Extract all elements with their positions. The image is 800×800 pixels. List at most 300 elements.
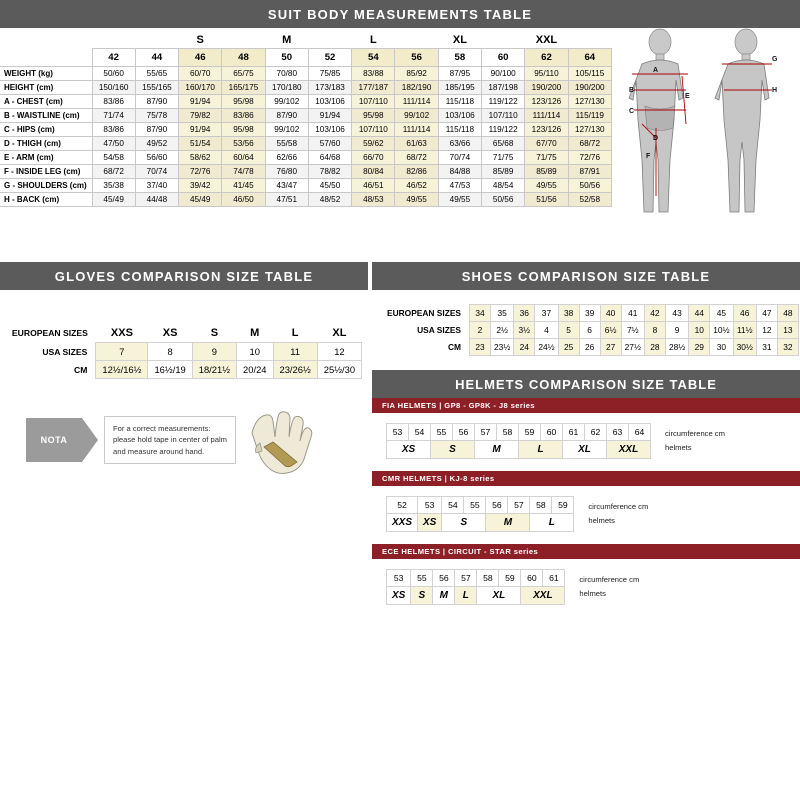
gloves-cell: XL (332, 327, 347, 339)
helmet-circumference-cell: 57 (455, 570, 477, 587)
suit-cell: 71/74 (92, 109, 135, 123)
helmet-circumference-cell: 55 (431, 424, 453, 441)
shoes-row-label: EUROPEAN SIZES (387, 308, 461, 318)
suit-cell: 115/118 (438, 123, 481, 137)
suit-cell: 87/90 (265, 109, 308, 123)
suit-size-number: 52 (308, 49, 351, 67)
suit-cell: 127/130 (568, 123, 611, 137)
suit-cell: 84/88 (438, 165, 481, 179)
suit-row-label: G - SHOULDERS (cm) (0, 179, 92, 193)
suit-size-label: S (196, 34, 204, 46)
suit-cell: 99/102 (265, 123, 308, 137)
helmet-table (386, 496, 574, 532)
helmet-circumference-cell: 53 (387, 570, 411, 587)
shoes-cell: 30 (710, 339, 733, 356)
shoes-cell: 27½ (621, 339, 644, 356)
suit-cell: 50/60 (92, 67, 135, 81)
suit-cell: 35/38 (92, 179, 135, 193)
suit-cell: 95/98 (352, 109, 395, 123)
helmet-size-row (387, 587, 565, 605)
suit-cell: 45/49 (179, 193, 222, 207)
helmet-circumference-cell: 59 (499, 570, 521, 587)
suit-cell: 95/110 (525, 67, 568, 81)
suit-cell: 46/52 (395, 179, 438, 193)
suit-cell: 111/114 (395, 95, 438, 109)
suit-cell: 80/84 (352, 165, 395, 179)
gloves-cell: 11 (273, 343, 317, 361)
helmet-subtitle: CMR HELMETS | KJ-8 series (372, 471, 800, 486)
helmet-circumference-row (387, 497, 574, 514)
shoes-table (384, 304, 799, 356)
helmet-subtitle: ECE HELMETS | CIRCUIT - STAR series (372, 544, 800, 559)
shoes-cell: 46 (733, 305, 756, 322)
shoes-cell: 31 (756, 339, 777, 356)
table-row (0, 95, 612, 109)
suit-cell: 55/58 (265, 137, 308, 151)
suit-cell: 37/40 (135, 179, 178, 193)
suit-cell: 48/54 (482, 179, 525, 193)
svg-text:H: H (772, 87, 778, 94)
helmet-circumference-cell: 56 (486, 497, 508, 514)
suit-section (0, 0, 800, 258)
shoes-cell: 35 (491, 305, 514, 322)
shoes-cell: 27 (600, 339, 621, 356)
helmet-legend (665, 427, 725, 456)
suit-cell: 46/51 (352, 179, 395, 193)
helmet-circumference-cell: 62 (585, 424, 607, 441)
helmet-circumference-cell: 54 (442, 497, 464, 514)
table-row (0, 137, 612, 151)
suit-cell: 49/52 (135, 137, 178, 151)
suit-cell: 83/86 (92, 123, 135, 137)
suit-row-label: D - THIGH (cm) (0, 137, 92, 151)
suit-cell: 45/50 (308, 179, 351, 193)
table-row (0, 81, 612, 95)
gloves-section-title: GLOVES COMPARISON SIZE TABLE (0, 262, 368, 290)
svg-text:C: C (629, 108, 635, 115)
gloves-cell: 12½/16½ (96, 361, 148, 379)
table-row (6, 324, 362, 343)
gloves-cell: 10 (237, 343, 273, 361)
suit-cell: 71/75 (525, 151, 568, 165)
suit-cell: 150/160 (92, 81, 135, 95)
suit-cell: 65/68 (482, 137, 525, 151)
suit-cell: 85/89 (525, 165, 568, 179)
svg-text:D: D (653, 135, 659, 142)
svg-text:G: G (772, 56, 778, 63)
suit-cell: 51/56 (525, 193, 568, 207)
gloves-cell: 23/26½ (273, 361, 317, 379)
shoes-cell: 24½ (535, 339, 558, 356)
suit-cell: 119/122 (482, 95, 525, 109)
suit-cell: 85/89 (482, 165, 525, 179)
helmet-size-cell: M (486, 514, 530, 532)
suit-cell: 60/70 (179, 67, 222, 81)
suit-cell: 67/70 (525, 137, 568, 151)
helmet-legend-helmets: helmets (579, 589, 606, 598)
suit-size-label (568, 32, 611, 49)
suit-size-number: 44 (135, 49, 178, 67)
suit-size-number: 54 (352, 49, 395, 67)
shoes-section (372, 262, 800, 366)
helmet-size-cell: S (442, 514, 486, 532)
suit-cell: 54/58 (92, 151, 135, 165)
suit-cell: 49/55 (525, 179, 568, 193)
suit-cell: 55/65 (135, 67, 178, 81)
suit-cell: 119/122 (482, 123, 525, 137)
helmets-section-title: HELMETS COMPARISON SIZE TABLE (372, 370, 800, 398)
helmet-circumference-cell: 56 (433, 570, 455, 587)
suit-cell: 123/126 (525, 123, 568, 137)
suit-cell: 182/190 (395, 81, 438, 95)
table-row (6, 361, 362, 379)
suit-size-label (222, 32, 265, 49)
suit-cell: 165/175 (222, 81, 265, 95)
suit-section-title: SUIT BODY MEASUREMENTS TABLE (0, 0, 800, 28)
suit-cell: 68/72 (92, 165, 135, 179)
suit-cell: 68/72 (568, 137, 611, 151)
suit-row-label: H - BACK (cm) (0, 193, 92, 207)
table-row (0, 151, 612, 165)
svg-text:B: B (629, 87, 635, 94)
helmet-legend-circumference: circumference cm (579, 574, 640, 584)
helmet-block (372, 544, 800, 617)
suit-cell: 52/58 (568, 193, 611, 207)
front-figure (629, 29, 690, 212)
suit-number-header-row (0, 49, 612, 67)
suit-size-label: XXL (535, 34, 558, 46)
helmet-size-cell: XS (387, 587, 411, 605)
suit-measurements-table (0, 32, 612, 207)
suit-size-label: M (282, 34, 292, 46)
suit-cell: 62/66 (265, 151, 308, 165)
shoes-cell: 23½ (491, 339, 514, 356)
gloves-cell: 18/21½ (192, 361, 236, 379)
shoes-cell: 38 (558, 305, 579, 322)
gloves-table (6, 324, 362, 379)
suit-cell: 82/86 (395, 165, 438, 179)
table-row (0, 67, 612, 81)
suit-cell: 79/82 (179, 109, 222, 123)
shoes-cell: 28½ (665, 339, 688, 356)
gloves-cell: XS (162, 327, 178, 339)
helmet-size-cell: XS (387, 441, 431, 459)
suit-cell: 103/106 (438, 109, 481, 123)
suit-cell: 90/100 (482, 67, 525, 81)
table-row (0, 179, 612, 193)
suit-cell: 91/94 (179, 123, 222, 137)
suit-row-label: C - HIPS (cm) (0, 123, 92, 137)
shoes-cell: 6½ (600, 322, 621, 339)
suit-size-number: 64 (568, 49, 611, 67)
helmet-circumference-cell: 58 (497, 424, 519, 441)
helmet-size-cell: XXS (387, 514, 418, 532)
table-row (0, 165, 612, 179)
suit-cell: 74/78 (222, 165, 265, 179)
shoes-cell: 3½ (514, 322, 535, 339)
helmet-size-cell: XXL (521, 587, 565, 605)
shoes-cell: 24 (514, 339, 535, 356)
helmet-size-cell: L (530, 514, 574, 532)
helmet-size-cell: XS (418, 514, 442, 532)
helmet-circumference-cell: 59 (552, 497, 574, 514)
gloves-cell: XXS (110, 327, 133, 339)
gloves-cell: M (250, 327, 260, 339)
suit-cell: 83/88 (352, 67, 395, 81)
suit-cell: 53/56 (222, 137, 265, 151)
gloves-cell: L (291, 327, 299, 339)
suit-cell: 107/110 (352, 95, 395, 109)
suit-cell: 190/200 (525, 81, 568, 95)
helmet-size-cell: S (431, 441, 475, 459)
gloves-row-label: USA SIZES (6, 343, 96, 361)
suit-cell: 155/165 (135, 81, 178, 95)
suit-cell: 68/72 (395, 151, 438, 165)
suit-row-label: F - INSIDE LEG (cm) (0, 165, 92, 179)
helmet-size-cell: XXL (607, 441, 651, 459)
shoes-cell: 30½ (733, 339, 756, 356)
shoes-cell: 40 (600, 305, 621, 322)
helmet-circumference-cell: 55 (411, 570, 433, 587)
shoes-cell: 10½ (710, 322, 733, 339)
helmet-circumference-row (387, 424, 651, 441)
suit-cell: 87/90 (135, 123, 178, 137)
suit-cell: 127/130 (568, 95, 611, 109)
suit-cell: 47/51 (265, 193, 308, 207)
suit-cell: 71/75 (482, 151, 525, 165)
suit-cell: 57/60 (308, 137, 351, 151)
suit-cell: 173/183 (308, 81, 351, 95)
suit-cell: 111/114 (525, 109, 568, 123)
helmet-legend (579, 573, 639, 602)
helmet-circumference-cell: 57 (508, 497, 530, 514)
helmet-size-cell: M (475, 441, 519, 459)
suit-table-wrapper (0, 28, 612, 258)
suit-cell: 160/170 (179, 81, 222, 95)
suit-size-label (308, 32, 351, 49)
helmet-size-cell: L (455, 587, 477, 605)
suit-cell: 48/52 (308, 193, 351, 207)
shoes-cell: 48 (777, 305, 798, 322)
shoes-cell: 26 (579, 339, 600, 356)
suit-size-label (92, 32, 135, 49)
suit-cell: 123/126 (525, 95, 568, 109)
suit-cell: 91/94 (308, 109, 351, 123)
helmet-circumference-cell: 58 (477, 570, 499, 587)
hand-measure-icon (242, 403, 320, 477)
gloves-cell: 7 (96, 343, 148, 361)
helmet-circumference-cell: 63 (607, 424, 629, 441)
shoes-cell: 45 (710, 305, 733, 322)
suit-cell: 70/80 (265, 67, 308, 81)
shoes-cell: 37 (535, 305, 558, 322)
suit-cell: 64/68 (308, 151, 351, 165)
shoes-cell: 2½ (491, 322, 514, 339)
suit-cell: 72/76 (568, 151, 611, 165)
suit-cell: 45/49 (92, 193, 135, 207)
helmet-circumference-cell: 61 (543, 570, 565, 587)
table-row (6, 343, 362, 361)
helmet-legend-helmets: helmets (588, 516, 615, 525)
suit-cell: 63/66 (438, 137, 481, 151)
helmet-circumference-cell: 61 (563, 424, 585, 441)
helmet-legend-circumference: circumference cm (665, 428, 725, 438)
suit-cell: 85/92 (395, 67, 438, 81)
suit-cell: 59/62 (352, 137, 395, 151)
suit-cell: 105/115 (568, 67, 611, 81)
suit-cell: 56/60 (135, 151, 178, 165)
suit-cell: 115/119 (568, 109, 611, 123)
suit-cell: 83/86 (92, 95, 135, 109)
shoes-cell: 36 (514, 305, 535, 322)
gloves-cell: 25½/30 (317, 361, 361, 379)
suit-cell: 107/110 (352, 123, 395, 137)
suit-cell: 95/98 (222, 95, 265, 109)
helmet-table (386, 423, 651, 459)
shoes-cell: 23 (470, 339, 491, 356)
shoes-cell: 34 (470, 305, 491, 322)
helmet-size-cell: XL (563, 441, 607, 459)
suit-size-label-row (0, 32, 612, 49)
helmet-legend (588, 500, 648, 529)
suit-cell: 177/187 (352, 81, 395, 95)
shoes-row-label: USA SIZES (417, 325, 461, 335)
helmet-size-cell: M (433, 587, 455, 605)
helmet-circumference-cell: 64 (629, 424, 651, 441)
helmet-circumference-cell: 53 (418, 497, 442, 514)
shoes-cell: 10 (689, 322, 710, 339)
svg-text:F: F (646, 153, 651, 160)
suit-row-label: A - CHEST (cm) (0, 95, 92, 109)
table-row (0, 109, 612, 123)
suit-cell: 51/54 (179, 137, 222, 151)
shoes-cell: 47 (756, 305, 777, 322)
gloves-cell: S (210, 327, 219, 339)
suit-size-label (482, 32, 525, 49)
shoes-cell: 43 (665, 305, 688, 322)
shoes-cell: 44 (689, 305, 710, 322)
helmet-block (372, 471, 800, 544)
suit-size-number: 50 (265, 49, 308, 67)
gloves-cell: 16½/19 (148, 361, 192, 379)
gloves-note-text: For a correct measurements: please hold tape in center of palm and measure around hand. (104, 416, 236, 464)
suit-row-label: B - WAISTLINE (cm) (0, 109, 92, 123)
back-figure (715, 29, 778, 212)
suit-cell: 190/200 (568, 81, 611, 95)
shoes-cell: 9 (665, 322, 688, 339)
suit-cell: 185/195 (438, 81, 481, 95)
suit-size-number: 42 (92, 49, 135, 67)
shoes-cell: 41 (621, 305, 644, 322)
table-row (384, 322, 798, 339)
suit-cell: 187/198 (482, 81, 525, 95)
suit-cell: 70/74 (438, 151, 481, 165)
suit-cell: 83/86 (222, 109, 265, 123)
shoes-cell: 7½ (621, 322, 644, 339)
helmet-circumference-cell: 60 (521, 570, 543, 587)
suit-cell: 115/118 (438, 95, 481, 109)
suit-size-number: 62 (525, 49, 568, 67)
body-figures-svg (612, 28, 800, 253)
helmets-section (372, 370, 800, 617)
suit-cell: 66/70 (352, 151, 395, 165)
suit-cell: 70/74 (135, 165, 178, 179)
table-row (0, 123, 612, 137)
suit-cell: 99/102 (265, 95, 308, 109)
svg-text:A: A (653, 67, 659, 74)
suit-cell: 75/85 (308, 67, 351, 81)
suit-cell: 72/76 (179, 165, 222, 179)
shoes-section-title: SHOES COMPARISON SIZE TABLE (372, 262, 800, 290)
helmet-circumference-cell: 58 (530, 497, 552, 514)
helmet-circumference-cell: 52 (387, 497, 418, 514)
suit-row-label: HEIGHT (cm) (0, 81, 92, 95)
helmet-table (386, 569, 565, 605)
helmet-legend-helmets: helmets (665, 443, 692, 452)
suit-cell: 87/95 (438, 67, 481, 81)
suit-cell: 49/55 (438, 193, 481, 207)
shoes-cell: 8 (644, 322, 665, 339)
helmet-legend-circumference: circumference cm (588, 501, 649, 511)
table-row (0, 193, 612, 207)
suit-size-label: XL (452, 34, 467, 46)
helmet-size-cell: S (411, 587, 433, 605)
suit-cell: 87/91 (568, 165, 611, 179)
suit-cell: 91/94 (179, 95, 222, 109)
helmet-size-row (387, 514, 574, 532)
helmet-size-row (387, 441, 651, 459)
suit-size-number: 46 (179, 49, 222, 67)
helmet-block (372, 398, 800, 471)
suit-size-number: 60 (482, 49, 525, 67)
gloves-cell: 8 (148, 343, 192, 361)
suit-cell: 76/80 (265, 165, 308, 179)
helmet-circumference-cell: 60 (541, 424, 563, 441)
suit-cell: 58/62 (179, 151, 222, 165)
helmet-circumference-cell: 56 (453, 424, 475, 441)
shoes-row-label: CM (447, 342, 461, 352)
suit-cell: 44/48 (135, 193, 178, 207)
suit-cell: 49/55 (395, 193, 438, 207)
suit-size-number: 48 (222, 49, 265, 67)
table-row (384, 305, 798, 322)
suit-size-label (395, 32, 438, 49)
nota-badge: NOTA (26, 418, 82, 462)
table-row (384, 339, 798, 356)
helmet-circumference-cell: 55 (464, 497, 486, 514)
suit-cell: 43/47 (265, 179, 308, 193)
suit-cell: 95/98 (222, 123, 265, 137)
suit-cell: 103/106 (308, 123, 351, 137)
suit-cell: 50/56 (482, 193, 525, 207)
suit-size-label: L (369, 34, 377, 46)
shoes-cell: 25 (558, 339, 579, 356)
suit-cell: 78/82 (308, 165, 351, 179)
shoes-cell: 4 (535, 322, 558, 339)
suit-cell: 50/56 (568, 179, 611, 193)
suit-cell: 75/78 (135, 109, 178, 123)
suit-cell: 87/90 (135, 95, 178, 109)
gloves-row-label: EUROPEAN SIZES (6, 324, 96, 343)
shoes-cell: 6 (579, 322, 600, 339)
suit-row-label: WEIGHT (kg) (0, 67, 92, 81)
suit-cell: 103/106 (308, 95, 351, 109)
helmet-size-cell: L (519, 441, 563, 459)
helmet-circumference-cell: 53 (387, 424, 409, 441)
helmet-subtitle: FIA HELMETS | GP8 - GP8K - J8 series (372, 398, 800, 413)
suit-figures (612, 28, 800, 258)
suit-cell: 47/53 (438, 179, 481, 193)
